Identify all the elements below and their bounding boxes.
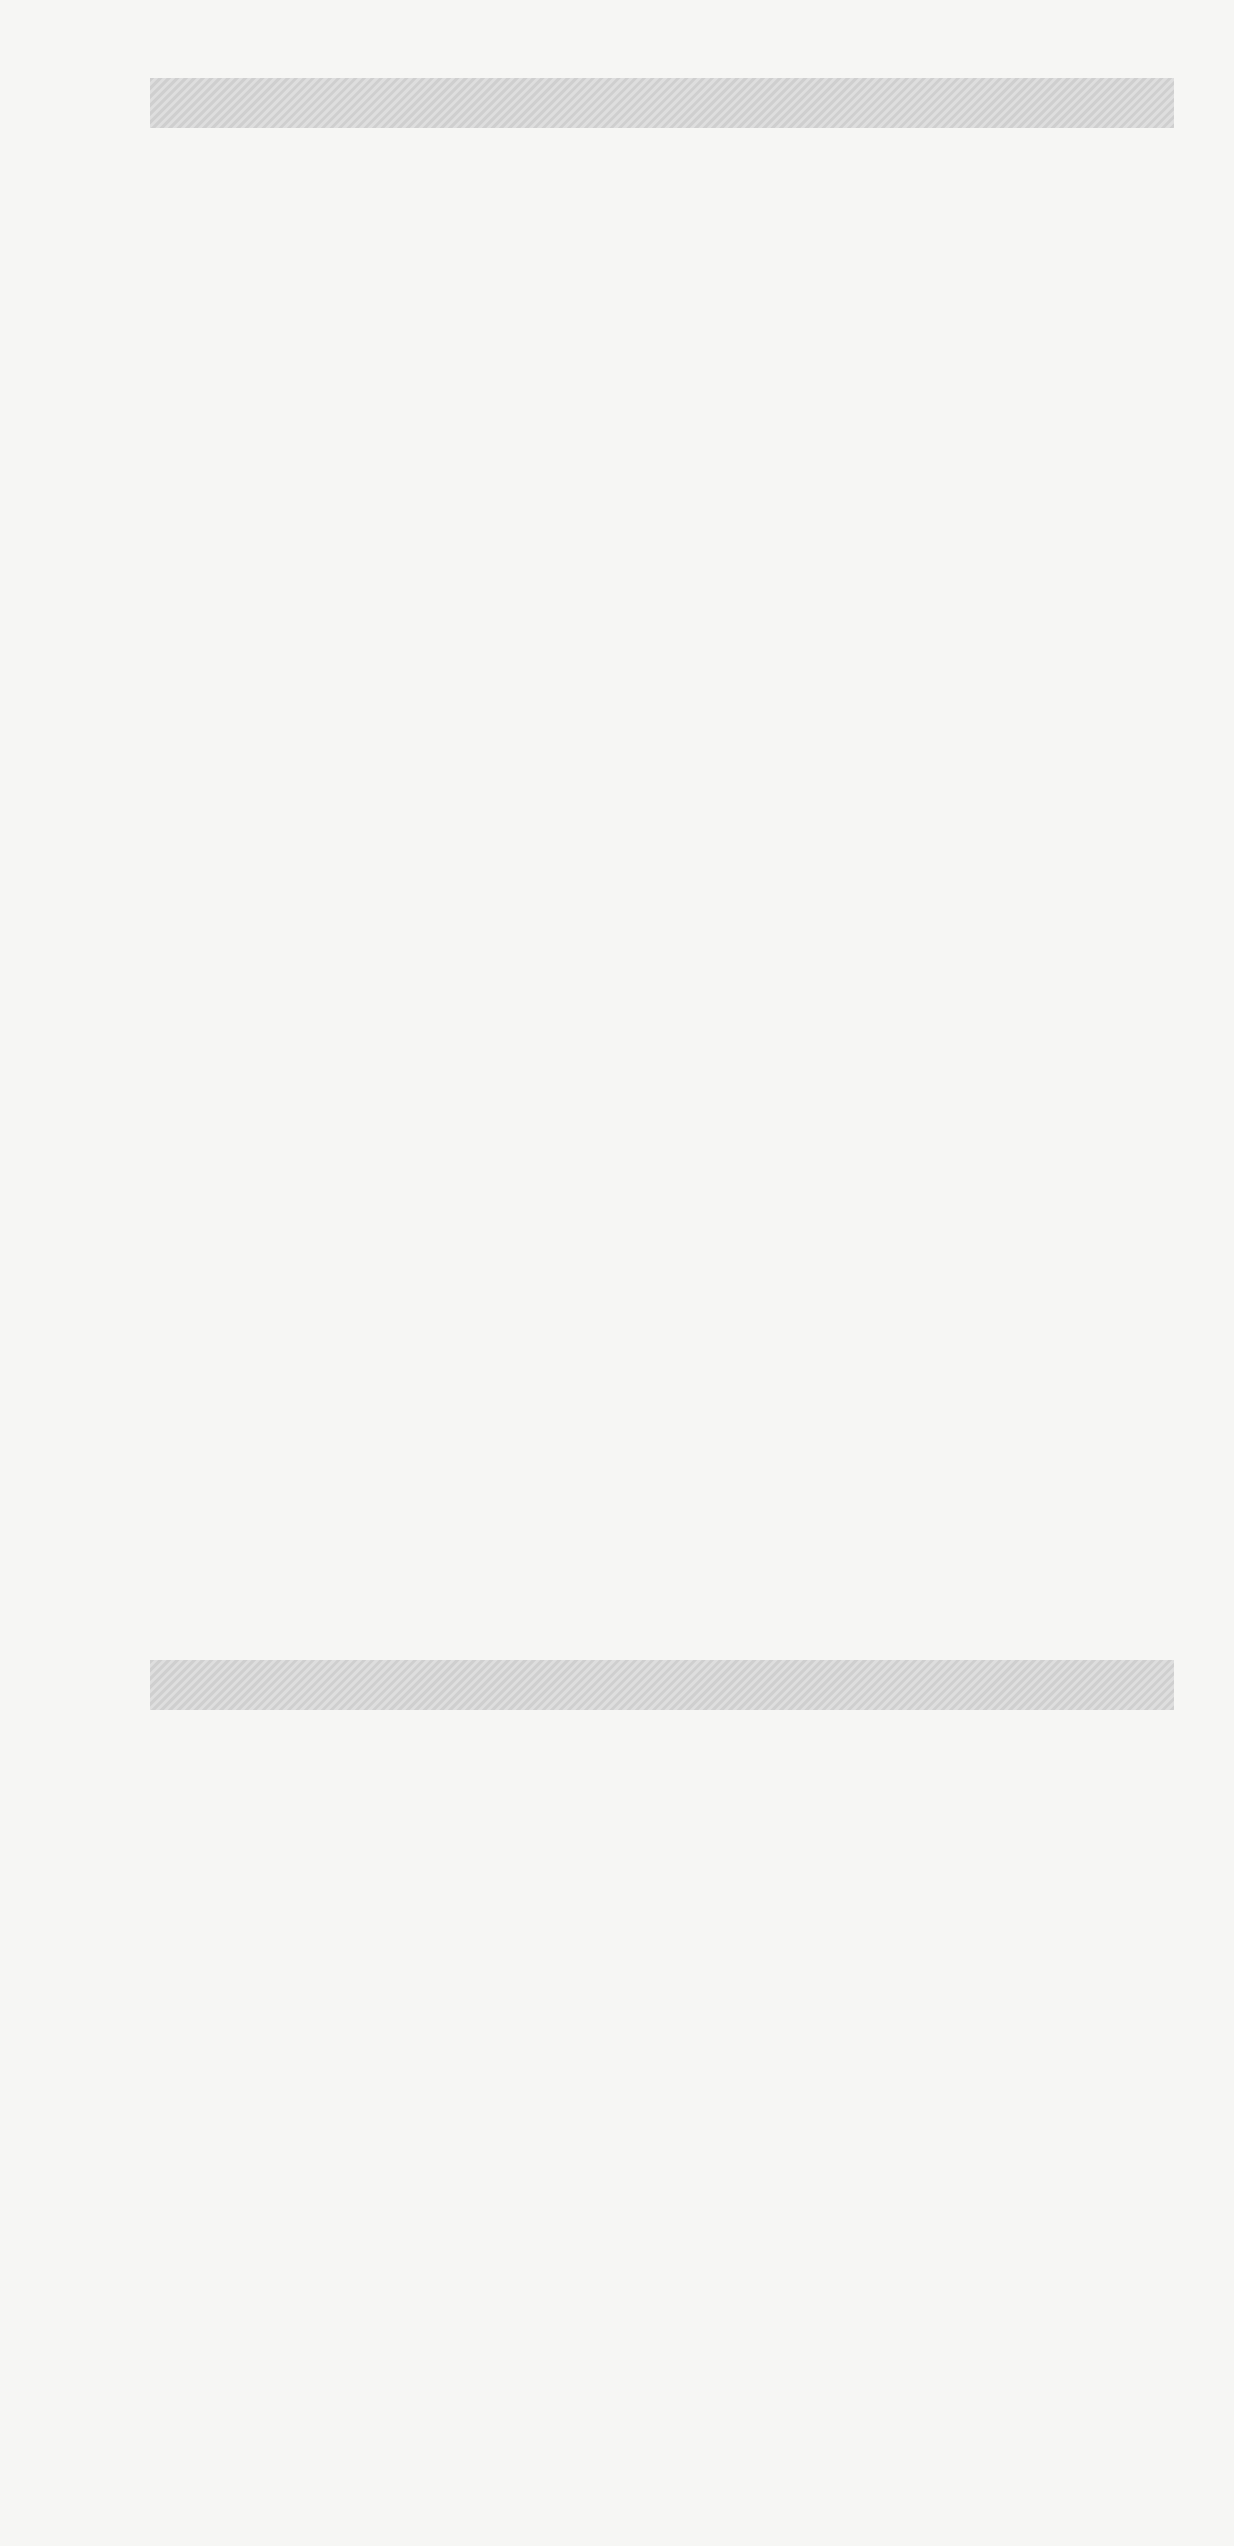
essay-paragraph-2 [148, 1205, 1168, 1263]
self-check-banner [150, 1660, 1174, 1710]
section-banner [150, 78, 1174, 128]
